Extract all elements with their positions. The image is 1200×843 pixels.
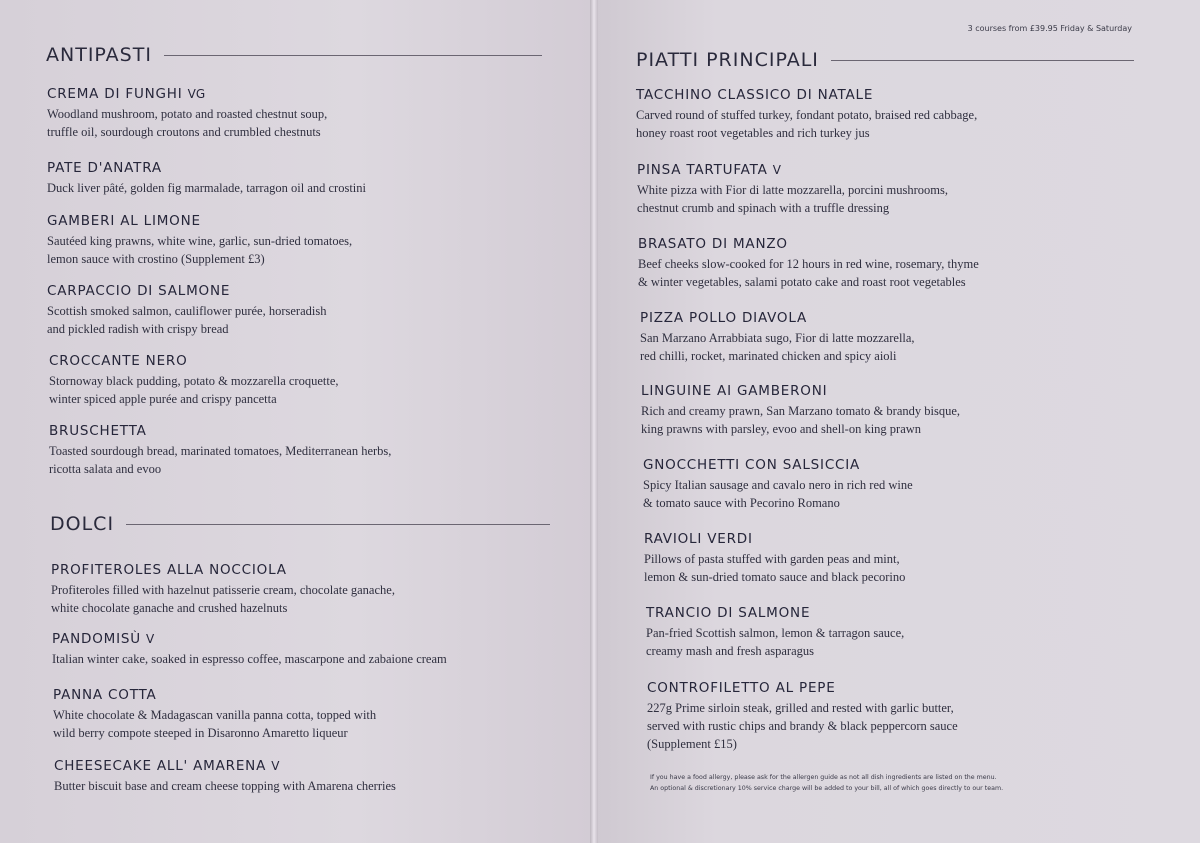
description-line: & winter vegetables, salami potato cake and roast root vegetables bbox=[638, 275, 966, 289]
description-line: Italian winter cake, soaked in espresso coffee, mascarpone and zabaione cream bbox=[52, 652, 447, 666]
menu-fold bbox=[590, 0, 598, 843]
menu-item bbox=[636, 87, 1156, 142]
dish-description bbox=[49, 372, 569, 408]
dish-name bbox=[647, 680, 1167, 696]
dish-description bbox=[54, 777, 574, 795]
dish-name-text: PATE D'ANATRA bbox=[47, 160, 162, 176]
dolci-rule bbox=[126, 524, 550, 525]
dish-name bbox=[644, 531, 1164, 547]
dish-name bbox=[51, 562, 571, 578]
dish-name-text: CREMA DI FUNGHI bbox=[47, 86, 183, 102]
menu-item bbox=[49, 353, 569, 408]
dish-name-text: TRANCIO DI SALMONE bbox=[646, 605, 811, 621]
dish-description bbox=[53, 706, 573, 742]
description-line: winter spiced apple purée and crispy pancetta bbox=[49, 392, 277, 406]
dish-description bbox=[643, 476, 1163, 512]
menu-item bbox=[49, 423, 569, 478]
menu-item bbox=[640, 310, 1160, 365]
dish-name bbox=[47, 160, 567, 176]
menu-item bbox=[646, 605, 1166, 660]
dish-name-text: PROFITEROLES ALLA NOCCIOLA bbox=[51, 562, 287, 578]
menu-item bbox=[47, 86, 567, 141]
description-line: wild berry compote steeped in Disaronno Amaretto liqueur bbox=[53, 726, 348, 740]
description-line: Beef cheeks slow-cooked for 12 hours in red wine, rosemary, thyme bbox=[638, 257, 979, 271]
principali-rule bbox=[831, 60, 1134, 61]
description-line: 227g Prime sirloin steak, grilled and rested with garlic butter, bbox=[647, 701, 954, 715]
dish-name-text: TACCHINO CLASSICO DI NATALE bbox=[636, 87, 874, 103]
menu-item bbox=[53, 687, 573, 742]
description-line: Stornoway black pudding, potato & mozzarella croquette, bbox=[49, 374, 339, 388]
diet-tag: V bbox=[146, 632, 155, 646]
description-line: chestnut crumb and spinach with a truffle dressing bbox=[637, 201, 890, 215]
description-line: Pan-fried Scottish salmon, lemon & tarragon sauce, bbox=[646, 626, 905, 640]
description-line: truffle oil, sourdough croutons and crumbled chestnuts bbox=[47, 125, 321, 139]
description-line: Butter biscuit base and cream cheese topping with Amarena cherries bbox=[54, 779, 396, 793]
dish-name bbox=[636, 87, 1156, 103]
dish-description bbox=[51, 581, 571, 617]
footer-line: If you have a food allergy, please ask for the allergen guide as not all dish ingredients are listed on the menu. bbox=[650, 774, 997, 781]
diet-tag: V bbox=[271, 759, 280, 773]
dish-name bbox=[49, 353, 569, 369]
menu-item bbox=[637, 162, 1157, 217]
description-line: Carved round of stuffed turkey, fondant potato, braised red cabbage, bbox=[636, 108, 978, 122]
principali-title: PIATTI PRINCIPALI bbox=[636, 49, 819, 71]
dish-name-text: LINGUINE AI GAMBERONI bbox=[641, 383, 828, 399]
promo-text: 3 courses from £39.95 Friday & Saturday bbox=[967, 24, 1132, 33]
dish-name-text: CROCCANTE NERO bbox=[49, 353, 188, 369]
dish-description bbox=[638, 255, 1158, 291]
description-line: and pickled radish with crispy bread bbox=[47, 322, 229, 336]
menu-item bbox=[643, 457, 1163, 512]
description-line: Profiteroles filled with hazelnut patisserie cream, chocolate ganache, bbox=[51, 583, 395, 597]
dish-description bbox=[644, 550, 1164, 586]
menu-item bbox=[51, 562, 571, 617]
antipasti-heading bbox=[46, 44, 542, 66]
description-line: Toasted sourdough bread, marinated tomatoes, Mediterranean herbs, bbox=[49, 444, 392, 458]
menu-item bbox=[54, 758, 574, 795]
description-line: red chilli, rocket, marinated chicken and spicy aioli bbox=[640, 349, 897, 363]
dish-name-text: PANDOMISÙ bbox=[52, 631, 141, 647]
description-line: honey roast root vegetables and rich turkey jus bbox=[636, 126, 870, 140]
dish-name bbox=[47, 213, 567, 229]
dish-name-text: BRUSCHETTA bbox=[49, 423, 147, 439]
dish-name bbox=[643, 457, 1163, 473]
dish-description bbox=[636, 106, 1156, 142]
description-line: & tomato sauce with Pecorino Romano bbox=[643, 496, 840, 510]
diet-tag: VG bbox=[187, 87, 206, 101]
antipasti-rule bbox=[164, 55, 542, 56]
dish-name bbox=[638, 236, 1158, 252]
dish-name bbox=[640, 310, 1160, 326]
description-line: ricotta salata and evoo bbox=[49, 462, 162, 476]
principali-heading bbox=[636, 49, 1134, 71]
diet-tag: V bbox=[772, 163, 781, 177]
description-line: Woodland mushroom, potato and roasted chestnut soup, bbox=[47, 107, 328, 121]
description-line: Rich and creamy prawn, San Marzano tomato & brandy bisque, bbox=[641, 404, 961, 418]
dish-description bbox=[637, 181, 1157, 217]
dish-name bbox=[641, 383, 1161, 399]
dish-name bbox=[47, 283, 567, 299]
dish-name-text: BRASATO DI MANZO bbox=[638, 236, 788, 252]
description-line: White pizza with Fior di latte mozzarella, porcini mushrooms, bbox=[637, 183, 949, 197]
description-line: White chocolate & Madagascan vanilla panna cotta, topped with bbox=[53, 708, 377, 722]
dish-description bbox=[47, 179, 567, 197]
dish-name bbox=[52, 631, 572, 647]
description-line: San Marzano Arrabbiata sugo, Fior di latte mozzarella, bbox=[640, 331, 915, 345]
dish-description bbox=[49, 442, 569, 478]
dish-name-text: PINSA TARTUFATA bbox=[637, 162, 768, 178]
description-line: (Supplement £15) bbox=[647, 737, 737, 751]
allergen-footer bbox=[650, 772, 1003, 794]
dish-name-text: CARPACCIO DI SALMONE bbox=[47, 283, 231, 299]
dish-description bbox=[646, 624, 1166, 660]
menu-item bbox=[641, 383, 1161, 438]
menu-item bbox=[638, 236, 1158, 291]
description-line: lemon sauce with crostino (Supplement £3) bbox=[47, 252, 265, 266]
dish-name-text: CHEESECAKE ALL' AMARENA bbox=[54, 758, 267, 774]
description-line: Spicy Italian sausage and cavalo nero in rich red wine bbox=[643, 478, 913, 492]
description-line: lemon & sun-dried tomato sauce and black pecorino bbox=[644, 570, 906, 584]
dish-name-text: CONTROFILETTO AL PEPE bbox=[647, 680, 836, 696]
dish-name bbox=[54, 758, 574, 774]
dish-name bbox=[646, 605, 1166, 621]
dish-name-text: GAMBERI AL LIMONE bbox=[47, 213, 201, 229]
description-line: creamy mash and fresh asparagus bbox=[646, 644, 814, 658]
antipasti-title: ANTIPASTI bbox=[46, 44, 152, 66]
menu-item bbox=[47, 213, 567, 268]
dish-name-text: PIZZA POLLO DIAVOLA bbox=[640, 310, 808, 326]
dolci-title: DOLCI bbox=[50, 513, 115, 535]
dish-name bbox=[49, 423, 569, 439]
dish-description bbox=[47, 232, 567, 268]
description-line: white chocolate ganache and crushed hazelnuts bbox=[51, 601, 288, 615]
dish-name-text: GNOCCHETTI CON SALSICCIA bbox=[643, 457, 861, 473]
description-line: served with rustic chips and brandy & black peppercorn sauce bbox=[647, 719, 958, 733]
dish-name-text: RAVIOLI VERDI bbox=[644, 531, 753, 547]
menu-item bbox=[47, 160, 567, 197]
dish-name bbox=[637, 162, 1157, 178]
description-line: Sautéed king prawns, white wine, garlic, sun-dried tomatoes, bbox=[47, 234, 353, 248]
footer-line: An optional & discretionary 10% service charge will be added to your bill, all of which goes directly to our team. bbox=[650, 785, 1004, 792]
dish-name bbox=[47, 86, 567, 102]
dish-description bbox=[52, 650, 572, 668]
menu-item bbox=[47, 283, 567, 338]
description-line: king prawns with parsley, evoo and shell-on king prawn bbox=[641, 422, 922, 436]
dish-description bbox=[641, 402, 1161, 438]
menu-item bbox=[647, 680, 1167, 753]
dish-description bbox=[647, 699, 1167, 753]
menu-item bbox=[52, 631, 572, 668]
dish-description bbox=[47, 105, 567, 141]
dish-description bbox=[47, 302, 567, 338]
description-line: Pillows of pasta stuffed with garden peas and mint, bbox=[644, 552, 900, 566]
description-line: Duck liver pâté, golden fig marmalade, tarragon oil and crostini bbox=[47, 181, 366, 195]
dish-name bbox=[53, 687, 573, 703]
dish-description bbox=[640, 329, 1160, 365]
dolci-heading bbox=[50, 513, 550, 535]
dish-name-text: PANNA COTTA bbox=[53, 687, 157, 703]
menu-item bbox=[644, 531, 1164, 586]
description-line: Scottish smoked salmon, cauliflower purée, horseradish bbox=[47, 304, 327, 318]
